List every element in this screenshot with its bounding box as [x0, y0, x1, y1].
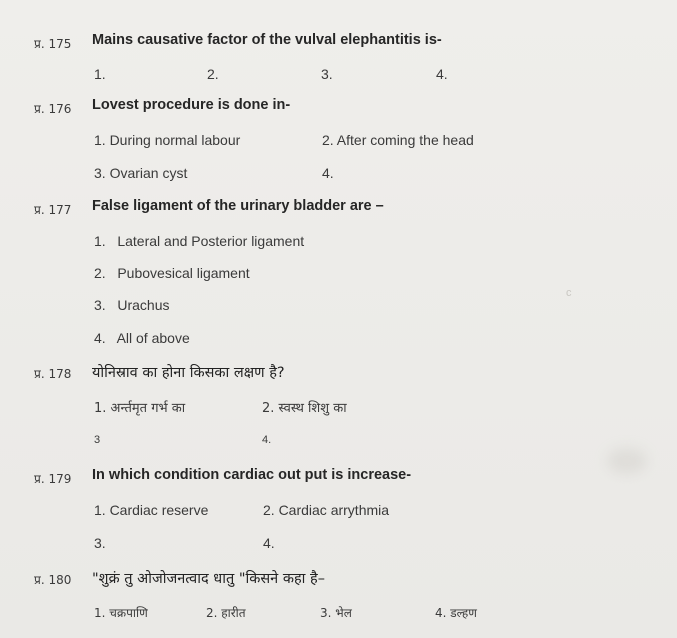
question-number: प्र. 179	[34, 472, 72, 486]
option-4: 4.	[436, 66, 448, 82]
option-3: 3. भेल	[320, 606, 352, 620]
question-text: योनिस्राव का होना किसका लक्षण है?	[92, 365, 285, 381]
option-4: 4. All of above	[94, 330, 190, 346]
question-text: False ligament of the urinary bladder are –	[92, 198, 384, 214]
option-3: 3. Urachus	[94, 297, 170, 313]
option-4: 4.	[263, 535, 275, 551]
question-178	[0, 362, 677, 382]
option-3: 3.	[94, 535, 106, 551]
question-number: प्र. 180	[34, 573, 72, 587]
question-number: प्र. 177	[34, 203, 72, 217]
option-3: 3.	[321, 66, 333, 82]
question-text: Lovest procedure is done in-	[92, 97, 291, 113]
question-176	[0, 97, 677, 117]
option-4: 4.	[262, 434, 272, 446]
question-175	[0, 32, 677, 52]
option-4: 4.	[322, 165, 334, 181]
option-2: 2. Cardiac arrythmia	[263, 502, 390, 518]
question-text: In which condition cardiac out put is increase-	[92, 467, 412, 483]
paper-smudge	[607, 448, 647, 474]
option-1: 1. Cardiac reserve	[94, 502, 209, 518]
option-1: 1.	[94, 66, 106, 82]
question-177	[0, 198, 677, 218]
option-1: 1. Lateral and Posterior ligament	[94, 233, 305, 249]
option-2: 2. स्वस्थ शिशु का	[262, 401, 347, 416]
option-3: 3. Ovarian cyst	[94, 165, 188, 181]
option-2: 2.	[207, 66, 219, 82]
question-text: "शुक्रं तु ओजोजनत्वाद धातु "किसने कहा है–	[92, 571, 325, 587]
option-1: 1. अर्न्तमृत गर्भ का	[94, 401, 186, 416]
question-text: Mains causative factor of the vulval elephantitis is-	[92, 32, 442, 48]
option-2: 2. Pubovesical ligament	[94, 265, 250, 281]
option-2: 2. हारीत	[206, 606, 246, 620]
option-3: 3	[94, 434, 101, 446]
question-180	[0, 568, 677, 588]
question-number: प्र. 178	[34, 367, 72, 381]
margin-mark: c	[566, 287, 572, 299]
option-2: 2. After coming the head	[322, 132, 474, 148]
option-1: 1. चक्रपाणि	[94, 606, 148, 620]
question-179	[0, 467, 677, 487]
option-1: 1. During normal labour	[94, 132, 241, 148]
question-number: प्र. 175	[34, 37, 72, 51]
option-4: 4. डल्हण	[435, 606, 477, 620]
question-number: प्र. 176	[34, 102, 72, 116]
